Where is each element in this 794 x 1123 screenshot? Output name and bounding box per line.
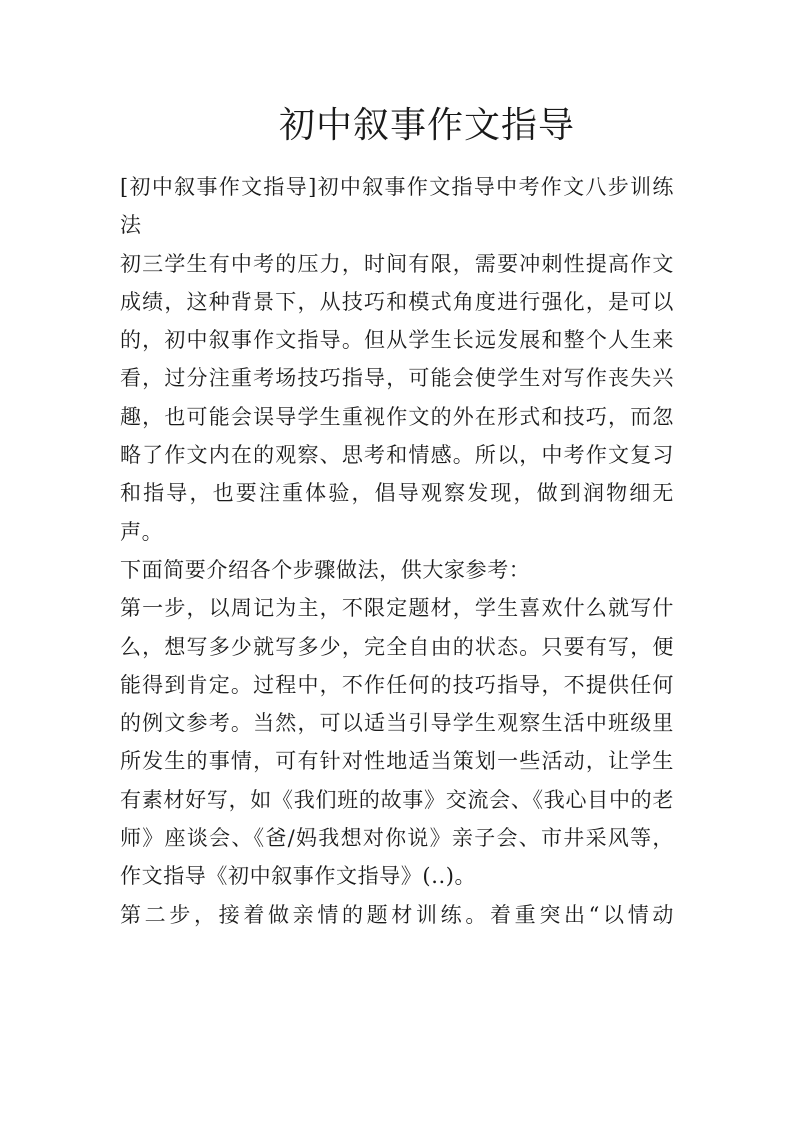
document-title: 初中叙事作文指导 — [278, 105, 575, 146]
paragraph-heading-line: [初中叙事作文指导]初中叙事作文指导中考作文八步训练法 — [120, 175, 674, 238]
paragraph-step-two: 第二步，接着做亲情的题材训练。着重突出“以情动 — [120, 902, 674, 927]
document-body — [120, 168, 674, 934]
paragraph-steps-intro: 下面简要介绍各个步骤做法，供大家参考： — [120, 557, 531, 582]
paragraph-intro: 初三学生有中考的压力，时间有限，需要冲刺性提高作文成绩，这种背景下，从技巧和模式角度进行强化，是可以的，初中叙事作文指导。但从学生长远发展和整个人生来看，过分注重考场技巧指导，可能会使学生对写作丧失兴趣，也可能会误导学生重视作文的外在形式和技巧，而忽略了作文内在的观察、思考和情感。所以，中考作文复习和指导，也要注重体验，倡导观察发现，做到润物细无声。 — [120, 251, 674, 544]
paragraph-step-one: 第一步，以周记为主，不限定题材，学生喜欢什么就写什么，想写多少就写多少，完全自由的状态。只要有写，便能得到肯定。过程中，不作任何的技巧指导，不提供任何的例文参考。当然，可以适当引导学生观察生活中班级里所发生的事情，可有针对性地适当策划一些活动，让学生有素材好写，如《我们班的故事》交流会、《我心目中的老师》座谈会、《爸/妈我想对你说》亲子会、市井采风等，作文指导《初中叙事作文指导》(..)。 — [120, 596, 674, 889]
